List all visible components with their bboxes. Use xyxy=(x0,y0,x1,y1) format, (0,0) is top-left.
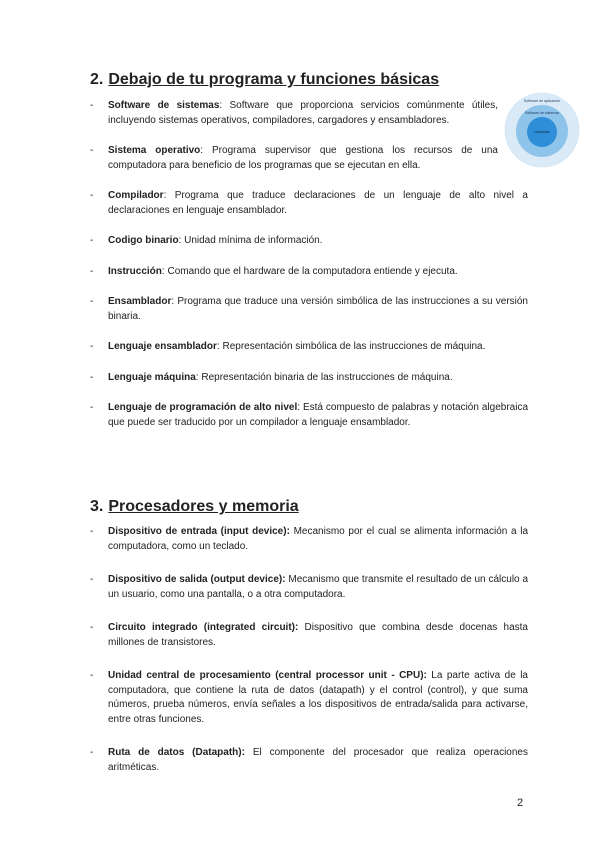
bullet: - xyxy=(90,265,94,277)
definition-list-processors xyxy=(90,525,528,794)
definition-list-software xyxy=(90,99,528,446)
section-title-text: Debajo de tu programa y funciones básicas xyxy=(108,71,440,88)
definition: Representación binaria de las instrucciones de máquina. xyxy=(198,371,453,383)
term-separator: : xyxy=(297,402,301,413)
definition: Dispositivo que combina desde docenas hasta millones de transistores. xyxy=(108,622,528,648)
definition-item xyxy=(90,265,528,280)
definition: Unidad mínima de información. xyxy=(181,235,323,246)
bullet: - xyxy=(90,526,94,537)
definition-item xyxy=(90,525,528,554)
bullet: - xyxy=(90,296,94,307)
term: Unidad central de procesamiento (central processor unit - CPU) xyxy=(108,670,424,681)
term: Lenguaje máquina xyxy=(108,371,196,383)
term: Lenguaje de programación de alto nivel xyxy=(108,402,298,413)
definition-item xyxy=(90,189,528,218)
definition: Mecanismo por el cual se alimenta información a la computadora, como un teclado. xyxy=(108,526,529,552)
bullet: - xyxy=(90,574,94,585)
bullet: - xyxy=(90,371,94,383)
term: Dispositivo de salida (output device) xyxy=(108,574,283,585)
definition-item xyxy=(90,746,528,775)
term: Instrucción xyxy=(108,265,162,277)
definition: Mecanismo que transmite el resultado de un cálculo a un usuario, como una pantalla, o a otra computadora. xyxy=(108,574,529,600)
definition: Representación simbólica de las instrucciones de máquina. xyxy=(219,341,486,352)
definition-item xyxy=(90,573,528,602)
definition-item xyxy=(90,621,528,650)
inner-label: Hardware xyxy=(534,130,550,134)
term-separator: : xyxy=(282,574,286,585)
middle-label: Software de sistemas xyxy=(524,111,560,115)
definition: Software que proporciona servicios comúnmente útiles, incluyendo sistemas operativos, compiladores, cargadores y ensambladores. xyxy=(108,100,498,126)
term-separator: : xyxy=(178,235,182,246)
term: Codigo binario xyxy=(108,235,179,246)
bullet: - xyxy=(90,341,94,352)
section-title-software xyxy=(90,71,439,89)
bullet: - xyxy=(90,402,94,413)
bullet: - xyxy=(90,622,94,633)
definition: Está compuesto de palabras y notación algebraica que puede ser traducido por un compilador a lenguaje ensamblador. xyxy=(108,402,529,428)
definition-item xyxy=(90,669,528,727)
bullet: - xyxy=(90,145,94,156)
definition-item xyxy=(90,234,528,249)
software-layers-diagram xyxy=(504,92,580,168)
page-number: 2 xyxy=(517,797,524,809)
bullet: - xyxy=(90,190,94,201)
term: Ruta de datos (Datapath) xyxy=(108,747,242,758)
term-separator: : xyxy=(219,100,223,111)
section-number: 2. xyxy=(90,71,104,88)
definition: Programa que traduce una versión simbólica de las instrucciones a su versión binaria. xyxy=(108,296,528,322)
definition: Programa que traduce declaraciones de un lenguaje de alto nivel a declaraciones en lenguaje ensamblador. xyxy=(108,190,528,216)
definition-item xyxy=(90,295,528,324)
term: Dispositivo de entrada (input device) xyxy=(108,526,287,537)
section-title-processors xyxy=(90,498,299,516)
term: Software de sistemas xyxy=(108,100,220,111)
definition: La parte activa de la computadora, que contiene la ruta de datos (datapath) y el control (control), y que suma números, prueba números, envía señales a los dispositivos de entrada/salida para activarse, entre otras funciones. xyxy=(108,670,528,725)
term: Sistema operativo xyxy=(108,145,201,156)
definition-item xyxy=(90,144,528,173)
term-separator: : xyxy=(200,145,204,156)
term-separator: : xyxy=(295,622,299,633)
term-separator: : xyxy=(171,296,175,307)
bullet: - xyxy=(90,100,94,111)
section-title-text: Procesadores y memoria xyxy=(108,498,299,515)
definition: Programa supervisor que gestiona los recursos de una computadora para beneficio de los programas que se ejecutan en ella. xyxy=(108,145,498,171)
term-separator: : xyxy=(216,341,220,352)
section-number: 3. xyxy=(90,498,104,515)
term: Circuito integrado (integrated circuit) xyxy=(108,622,295,633)
term-separator: : xyxy=(423,670,427,681)
term-separator: : xyxy=(161,265,165,277)
term: Lenguaje ensamblador xyxy=(108,341,217,352)
term-separator: : xyxy=(286,526,290,537)
term: Ensamblador xyxy=(108,296,172,307)
term: Compilador xyxy=(108,190,164,201)
bullet: - xyxy=(90,747,94,758)
term-separator: : xyxy=(241,747,245,758)
bullet: - xyxy=(90,235,94,246)
outer-label: Software de aplicación xyxy=(523,99,561,103)
definition-item xyxy=(90,401,528,430)
definition-item xyxy=(90,371,528,386)
term-separator: : xyxy=(163,190,167,201)
definition: El componente del procesador que realiza operaciones aritméticas. xyxy=(108,747,528,773)
definition: Comando que el hardware de la computadora entiende y ejecuta. xyxy=(164,265,458,277)
definition-item xyxy=(90,99,528,128)
definition-item xyxy=(90,340,528,355)
bullet: - xyxy=(90,670,94,681)
term-separator: : xyxy=(195,371,199,383)
